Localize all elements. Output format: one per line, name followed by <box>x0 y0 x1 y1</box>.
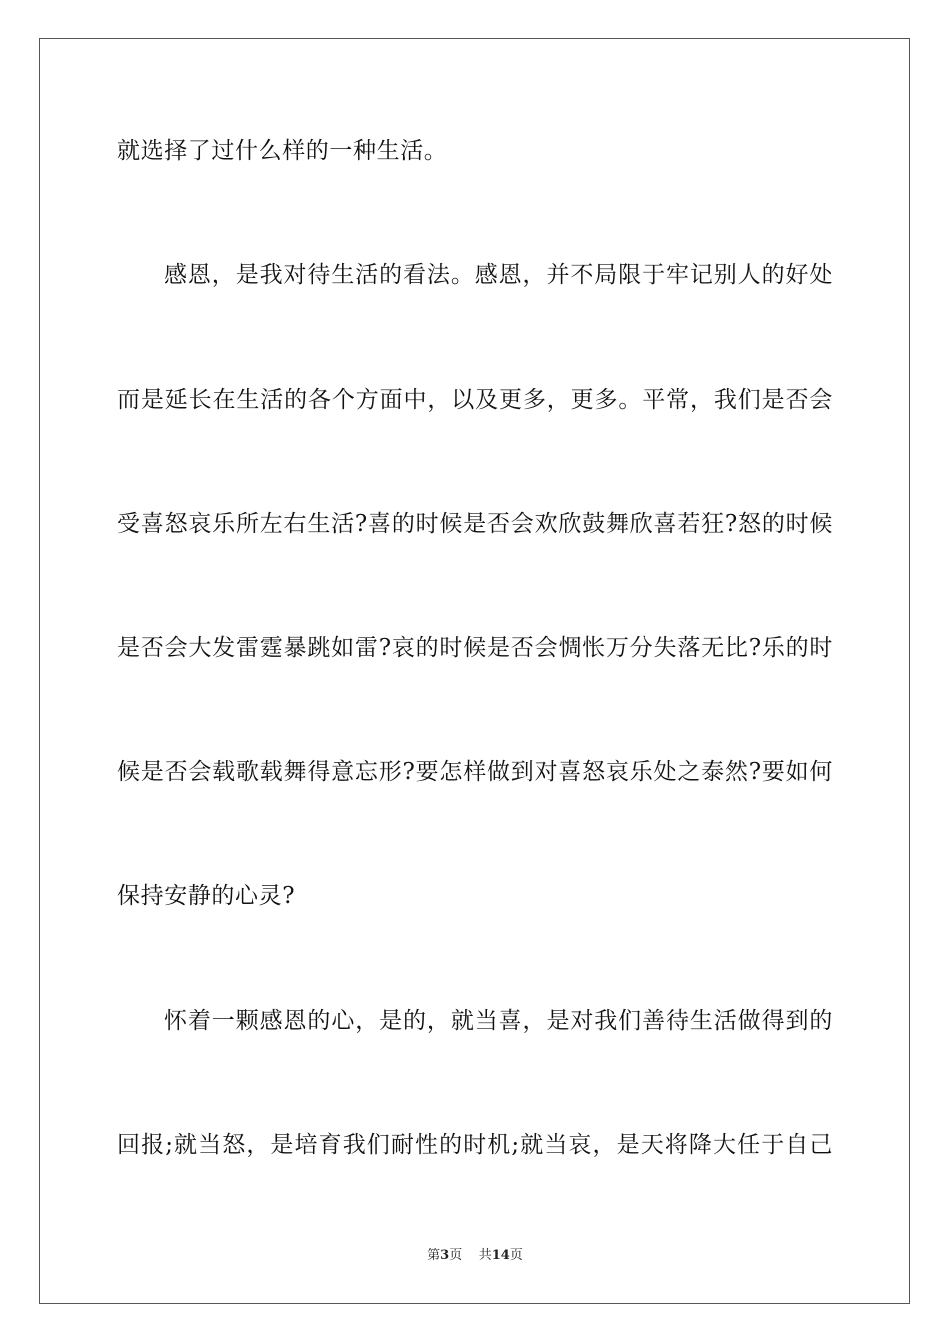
footer-page-label: 第 <box>427 1248 441 1263</box>
page-border <box>39 38 910 1304</box>
text-line-2: 感恩，是我对待生活的看法。感恩，并不局限于牢记别人的好处 <box>164 262 833 288</box>
text-line-1: 就选择了过什么样的一种生活。 <box>117 138 448 164</box>
footer-total-pages: 14 <box>491 1248 510 1263</box>
text-line-4: 受喜怒哀乐所左右生活?喜的时候是否会欢欣鼓舞欣喜若狂?怒的时候 <box>117 511 833 537</box>
text-line-6: 候是否会载歌载舞得意忘形?要怎样做到对喜怒哀乐处之泰然?要如何 <box>117 759 833 785</box>
text-line-7: 保持安静的心灵? <box>117 883 296 909</box>
page-footer <box>0 1247 950 1265</box>
footer-page-unit: 页 <box>449 1248 463 1263</box>
text-line-5: 是否会大发雷霆暴跳如雷?哀的时候是否会惆怅万分失落无比?乐的时 <box>117 635 833 661</box>
footer-total-unit: 页 <box>509 1248 523 1263</box>
text-line-9: 回报;就当怒，是培育我们耐性的时机;就当哀，是天将降大任于自己 <box>117 1132 833 1158</box>
text-line-8: 怀着一颗感恩的心，是的，就当喜，是对我们善待生活做得到的 <box>164 1008 833 1034</box>
footer-total-label: 共 <box>478 1248 492 1263</box>
footer-page-number: 3 <box>440 1248 450 1263</box>
text-line-3: 而是延长在生活的各个方面中，以及更多，更多。平常，我们是否会 <box>117 387 833 413</box>
